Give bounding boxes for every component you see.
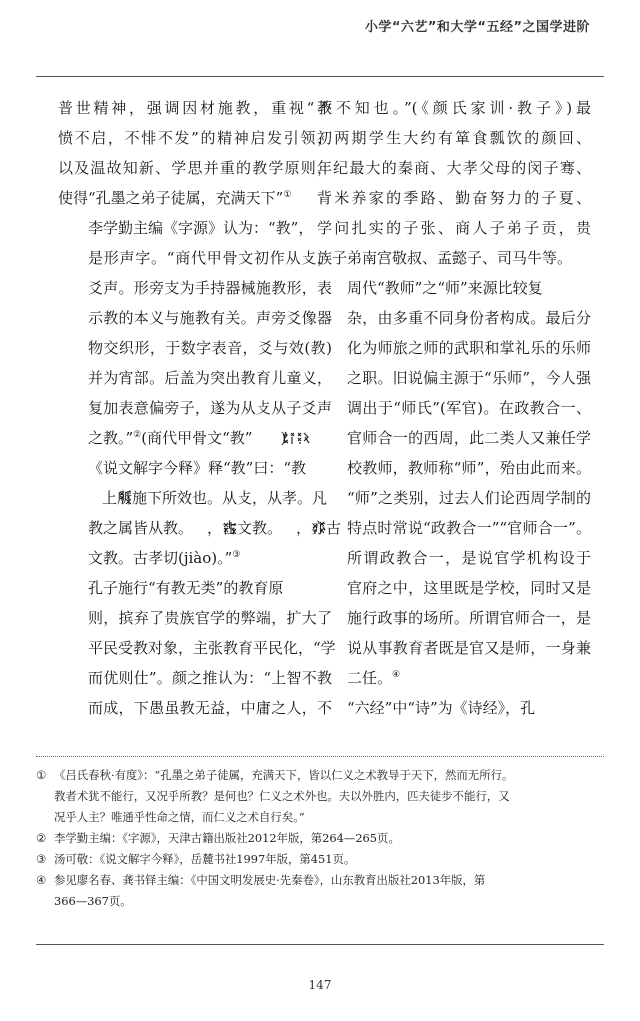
paragraph <box>317 693 591 723</box>
footnotes <box>36 765 604 912</box>
footnote-mark: ① <box>36 768 47 782</box>
text-line: “六经”中“诗”为《诗经》，孔 <box>347 699 536 717</box>
text-line: 初两期学生大约有箪食瓢饮的颜回、 <box>317 129 591 147</box>
text-line: 之教。”②(商代甲骨文“教” ) <box>58 423 332 453</box>
text-line: 说从事教育者既是官又是师，一身兼 <box>347 639 591 657</box>
oracle-bone-jiao-variant-glyph-icon <box>266 425 280 439</box>
footnote-ref[interactable]: ① <box>283 190 292 200</box>
text-line: 平民受教对象，主张教育平民化，“学 <box>88 639 336 657</box>
text-line: 年纪最大的秦商、大孝父母的闵子骞、 <box>317 159 591 177</box>
footnote-line: 参见廖名春、龚书铎主编：《中国文明发展史·先秦卷》，山东教育出版社2013年版，第 <box>54 873 486 887</box>
paragraph <box>317 93 591 273</box>
footnote-ref[interactable]: ④ <box>392 670 401 680</box>
text-line: 愤不启，不悱不发”的精神启发引领， <box>58 129 332 147</box>
right-column <box>317 93 591 723</box>
text-line: 化为师旅之师的武职和掌礼乐的乐师 <box>347 339 591 357</box>
footnote <box>36 870 604 912</box>
text-line: 普世精神，强调因材施教，重视“不 <box>58 99 332 117</box>
text-line: 官府之中，这里既是学校，同时又是 <box>347 579 591 597</box>
text-line: 之职。旧说偏主源于“乐师”，今人强 <box>347 369 591 387</box>
paragraph <box>58 453 342 573</box>
footnote-ref[interactable]: ③ <box>232 550 241 560</box>
text-line: 《说文解字今释》释“教”曰：“教 <box>88 459 307 477</box>
text-line: 特点时常说“政教合一”“官师合一”。 <box>347 519 591 537</box>
text-line: 杂，由多重不同身份者构成。最后分 <box>347 309 591 327</box>
footer-rule <box>36 944 604 945</box>
text-line: 则，摈弃了贵族官学的弊端，扩大了 <box>88 609 332 627</box>
small-seal-jiao-glyph-icon <box>88 485 102 499</box>
text-line: 族子弟南宫敬叔、孟懿子、司马牛等。 <box>317 249 573 267</box>
footnote-line: 《吕氏春秋·有度》：“孔墨之弟子徒属，充满天下，皆以仁义之术教导于天下，然而无所行。 <box>54 768 514 782</box>
text-line: 调出于“师氏”(军官)。在政教合一、 <box>347 399 591 417</box>
text-line: 周代“教师”之“师”来源比较复 <box>347 279 543 297</box>
paragraph <box>58 213 332 453</box>
text-line: 李学勤主编《字源》认为：“教”， <box>88 219 314 237</box>
footnote <box>36 765 604 828</box>
ancient-jiao-variant-glyph-icon <box>282 515 296 529</box>
text-line: 所谓政教合一，是说官学机构设于 <box>347 549 591 567</box>
text-line: 上所施下所效也。从攴，从孝。凡 <box>58 483 332 513</box>
text-line: 以及温故知新、学思并重的教学原则， <box>58 159 332 177</box>
page-number: 147 <box>308 978 332 992</box>
text-line: 施行政事的场所。所谓官师合一，是 <box>347 609 591 627</box>
text-line: 背米养家的季路、勤奋努力的子夏、 <box>317 189 591 207</box>
text-line: 爻声。形旁支为手持器械施教形，表 <box>88 279 332 297</box>
footnote-line: 汤可敬：《说文解字今释》，岳麓书社1997年版，第451页。 <box>54 852 356 866</box>
text-line: 学问扎实的子张、商人子弟子贡，贵 <box>317 219 591 237</box>
footnote-ref[interactable]: ② <box>133 430 142 440</box>
footnote-separator <box>36 756 604 757</box>
text-line: 并为宵部。后盖为突出教育儿童义， <box>88 369 332 387</box>
footnote-mark: ③ <box>36 852 47 866</box>
footnote-line: 况乎人主？唯通乎性命之情，而仁义之术自行矣。” <box>54 810 305 824</box>
footnote-mark: ② <box>36 831 47 845</box>
header-rule <box>36 76 604 77</box>
text-line: 是形声字。“商代甲骨文初作从攴， <box>88 249 332 267</box>
text-line: 文教。古孝切(jiào)。”③ <box>88 549 241 567</box>
paragraph <box>317 273 591 693</box>
text-line: 物交织形，于数字表音，爻与效(教) <box>88 339 332 357</box>
footnote-line: 教者术犹不能行，又况乎所教？是何也？仁义之术外也。夫以外胜内，匹夫徒步不能行，又 <box>54 789 510 803</box>
footnote <box>36 849 604 870</box>
text-line: 二任。④ <box>347 669 401 687</box>
text-line: 孔子施行“有教无类”的教育原 <box>88 579 284 597</box>
footnote-line: 366—367页。 <box>54 894 132 908</box>
text-line: 复加表意偏旁子，遂为从攴从子爻声 <box>88 399 332 417</box>
text-line: 使得“孔墨之弟子徒属，充满天下”① <box>58 189 292 207</box>
left-column <box>58 93 342 723</box>
oracle-bone-jiao-glyph-icon <box>252 425 266 439</box>
footnote-mark: ④ <box>36 873 47 887</box>
text-line: 教之属皆从教。 ，古文教。 ，亦古 <box>58 513 332 543</box>
paragraph <box>58 93 332 213</box>
text-line: 教不知也。”(《颜氏家训·教子》)最 <box>317 99 591 117</box>
text-line: 而优则仕”。颜之推认为：“上智不教 <box>88 669 332 687</box>
text-line: 官师合一的西周，此二类人又兼任学 <box>347 429 591 447</box>
text-line: 示教的本义与施教有关。声旁爻像器 <box>88 309 332 327</box>
footnote-line: 李学勤主编：《字源》，天津古籍出版社2012年版，第264—265页。 <box>54 831 400 845</box>
paragraph <box>58 573 336 723</box>
text-line: 校教师，教师称“师”，殆由此而来。 <box>347 459 591 477</box>
ancient-jiao-glyph-icon <box>193 515 207 529</box>
running-head: 小学“六艺”和大学“五经”之国学进阶 <box>364 20 590 35</box>
text-line: 而成，下愚虽教无益，中庸之人，不 <box>88 699 332 717</box>
text-line: “师”之类别，过去人们论西周学制的 <box>347 489 591 507</box>
footnote <box>36 828 604 849</box>
